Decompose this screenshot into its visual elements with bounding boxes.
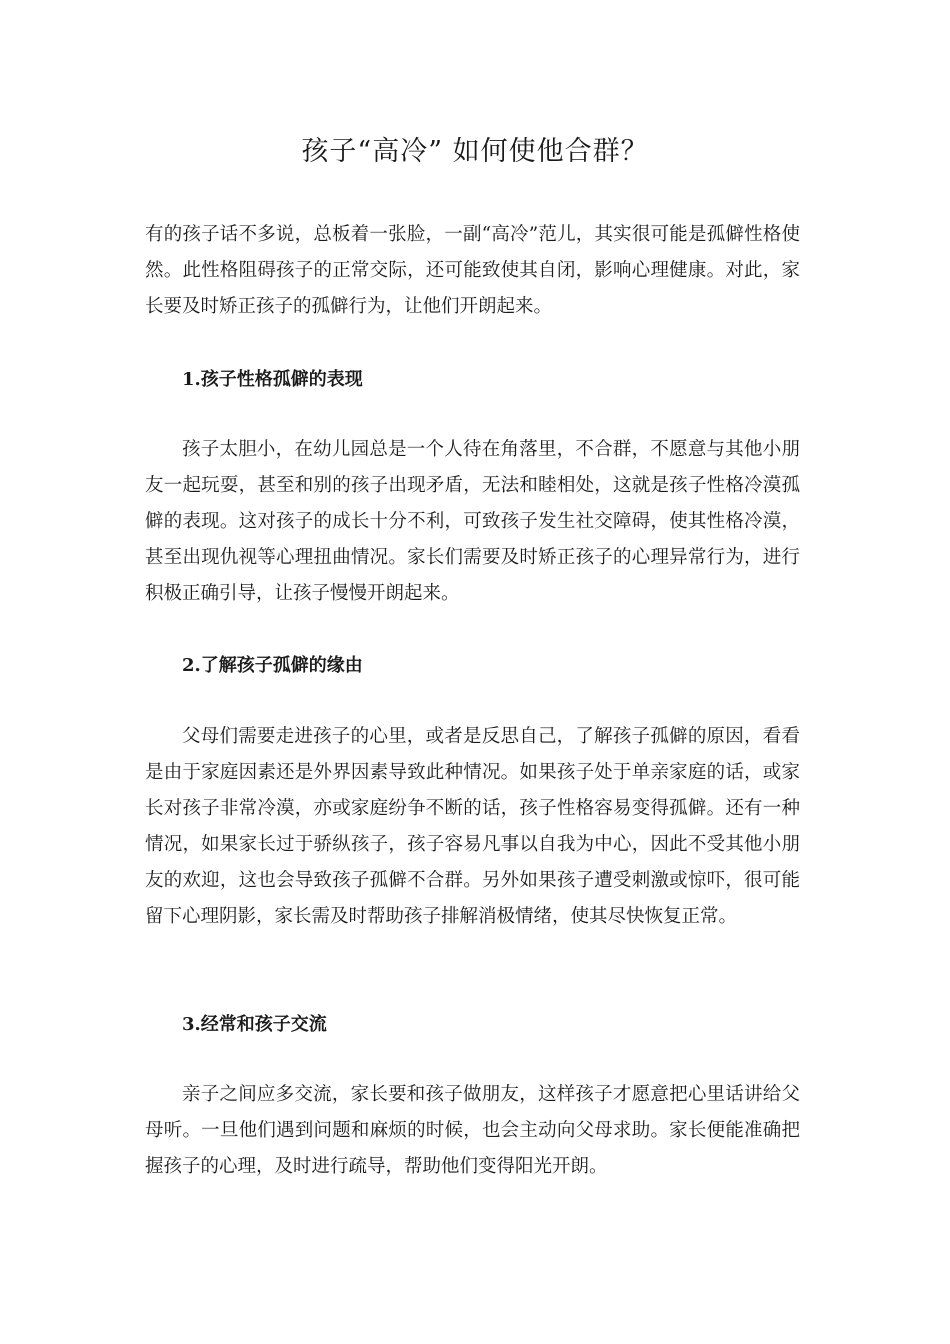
section-1-heading: 1.孩子性格孤僻的表现	[182, 369, 363, 390]
section-3-paragraph: 亲子之间应多交流，家长要和孩子做朋友，这样孩子才愿意把心里话讲给父母听。一旦他们遇到问题和麻烦的时候，也会主动向父母求助。家长便能准确把握孩子的心理，及时进行疏导，帮助他们变得阳光开朗。	[145, 1084, 800, 1177]
document-title: 孩子“高冷” 如何使他合群？	[301, 136, 649, 167]
section-2-paragraph: 父母们需要走进孩子的心里，或者是反思自己，了解孩子孤僻的原因，看看是由于家庭因素还是外界因素导致此种情况。如果孩子处于单亲家庭的话，或家长对孩子非常冷漠，亦或家庭纷争不断的话，孩子性格容易变得孤僻。还有一种情况，如果家长过于骄纵孩子，孩子容易凡事以自我为中心，因此不受其他小朋友的欢迎，这也会导致孩子孤僻不合群。另外如果孩子遭受刺激或惊吓，很可能留下心理阴影，家长需及时帮助孩子排解消极情绪，使其尽快恢复正常。	[145, 726, 800, 927]
section-2-heading: 2.了解孩子孤僻的缘由	[182, 655, 363, 676]
intro-paragraph: 有的孩子话不多说，总板着一张脸，一副“高冷”范儿，其实很可能是孤僻性格使然。此性格阻碍孩子的正常交际，还可能致使其自闭，影响心理健康。对此，家长要及时矫正孩子的孤僻行为，让他们开朗起来。	[145, 224, 800, 317]
section-1-paragraph: 孩子太胆小，在幼儿园总是一个人待在角落里，不合群，不愿意与其他小朋友一起玩耍，甚至和别的孩子出现矛盾，无法和睦相处，这就是孩子性格冷漠孤僻的表现。这对孩子的成长十分不利，可致孩子发生社交障碍，使其性格冷漠，甚至出现仇视等心理扭曲情况。家长们需要及时矫正孩子的心理异常行为，进行积极正确引导，让孩子慢慢开朗起来。	[145, 439, 800, 604]
section-3-heading: 3.经常和孩子交流	[182, 1014, 327, 1035]
